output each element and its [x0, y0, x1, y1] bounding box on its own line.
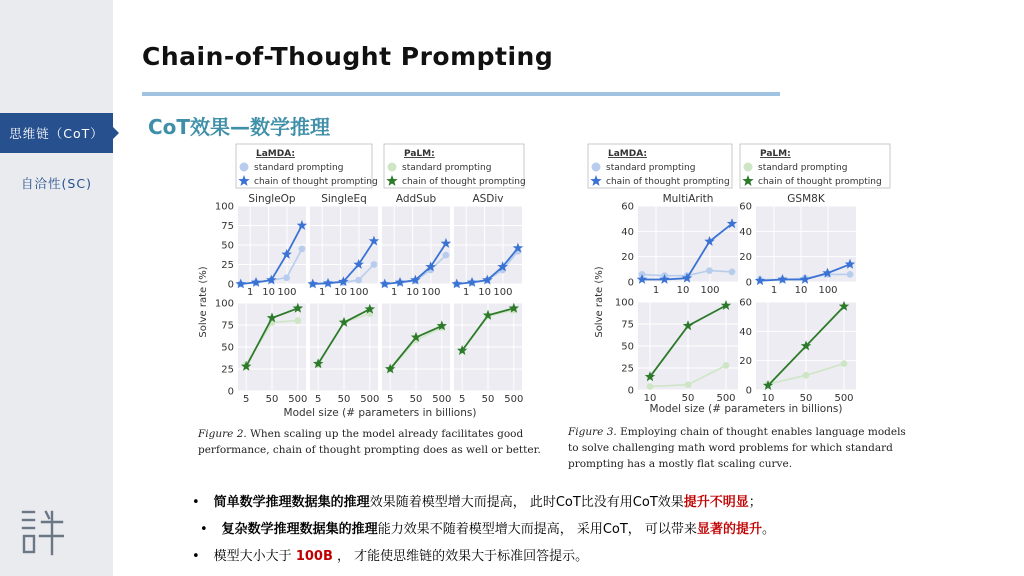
x-tick-label: 100 [818, 285, 838, 296]
data-point-standard [355, 277, 362, 284]
y-tick-label: 60 [739, 201, 752, 213]
y-axis-label: Solve rate (%) [198, 266, 209, 338]
x-tick-label: 500 [716, 393, 736, 404]
bullet-text: 效果随着模型增大而提高， 此时CoT比没有用CoT效果 [369, 495, 684, 510]
data-point-standard [283, 274, 290, 281]
y-tick-label: 50 [221, 342, 234, 354]
bullet-highlight: 提升不明显 [683, 495, 749, 510]
title-divider [142, 92, 780, 96]
bullet-item [192, 545, 588, 564]
y-tick-label: 40 [739, 226, 752, 238]
legend-standard-marker [592, 163, 601, 172]
y-tick-label: 0 [227, 386, 234, 398]
bullet-dot: • [200, 522, 208, 537]
x-tick-label: 100 [700, 285, 720, 296]
x-tick-label: 500 [360, 394, 380, 405]
y-tick-label: 50 [221, 240, 234, 252]
bullet-bold: 简单数学推理数据集的推理 [213, 495, 370, 510]
y-tick-label: 25 [621, 363, 634, 375]
section-subtitle: CoT效果—数学推理 [148, 115, 331, 139]
bullet-bold: 复杂数学推理数据集的推理 [221, 522, 378, 537]
x-axis-label: Model size (# parameters in billions) [283, 407, 477, 419]
data-point-standard [729, 268, 736, 275]
legend-standard-label: standard prompting [606, 163, 696, 173]
bullet-dot: • [192, 495, 200, 510]
panel-title: SingleOp [248, 193, 296, 205]
data-point-standard [443, 252, 450, 259]
x-tick-label: 10 [478, 287, 491, 298]
y-tick-label: 100 [614, 297, 634, 309]
sidebar [0, 0, 113, 576]
y-tick-label: 100 [214, 201, 234, 213]
figure-3-chart [566, 140, 916, 425]
bullet-highlight: 100B [295, 549, 333, 564]
figure-3-text: Employing chain of thought enables language models to solve challenging math word problems for which standard prompting has a mostly flat scaling curve. [568, 426, 906, 470]
x-tick-label: 500 [834, 393, 854, 404]
legend-cot-label: chain of thought prompting [758, 177, 882, 187]
data-point-standard [647, 383, 654, 390]
data-point-standard [723, 362, 730, 369]
figure-2-caption [198, 426, 546, 458]
legend-title: LaMDA: [608, 149, 647, 159]
x-tick-label: 50 [481, 394, 495, 405]
x-tick-label: 100 [493, 287, 513, 298]
y-tick-label: 0 [745, 277, 752, 289]
figure-2-chart [196, 140, 546, 425]
legend-cot-label: chain of thought prompting [402, 177, 526, 187]
y-axis-label: Solve rate (%) [594, 266, 605, 338]
y-tick-label: 20 [621, 252, 634, 264]
bullet-item [200, 518, 775, 537]
x-tick-label: 10 [334, 287, 347, 298]
sidebar-item-cot[interactable] [0, 113, 113, 153]
panel-title: AddSub [395, 193, 437, 205]
y-tick-label: 20 [739, 252, 752, 264]
y-tick-label: 75 [621, 319, 634, 331]
x-tick-label: 10 [794, 285, 808, 296]
x-tick-label: 5 [242, 394, 250, 405]
legend-cot-label: chain of thought prompting [254, 177, 378, 187]
legend-standard-label: standard prompting [758, 163, 848, 173]
x-tick-label: 500 [288, 394, 308, 405]
figure-2 [196, 140, 546, 460]
sidebar-item-label: 自洽性(SC) [21, 176, 92, 191]
y-tick-label: 20 [739, 356, 752, 368]
x-tick-label: 10 [676, 285, 690, 296]
figure-3-caption [568, 424, 916, 472]
panel-title: ASDiv [472, 193, 504, 205]
x-tick-label: 1 [652, 285, 660, 296]
y-tick-label: 75 [221, 221, 234, 232]
y-tick-label: 50 [621, 341, 634, 353]
x-tick-label: 10 [406, 287, 419, 298]
x-tick-label: 1 [391, 287, 398, 298]
x-tick-label: 1 [247, 287, 254, 298]
sidebar-item-sc[interactable] [0, 163, 113, 203]
x-tick-label: 5 [314, 394, 322, 405]
y-tick-label: 25 [221, 260, 234, 271]
x-tick-label: 100 [277, 287, 297, 298]
x-tick-label: 50 [799, 393, 813, 404]
x-tick-label: 100 [349, 287, 369, 298]
y-tick-label: 60 [739, 297, 752, 309]
panel-title: GSM8K [787, 193, 825, 205]
legend-standard-marker [388, 163, 397, 172]
data-point-standard [371, 261, 378, 268]
y-tick-label: 0 [227, 279, 234, 291]
y-tick-label: 40 [739, 326, 752, 338]
y-tick-label: 60 [621, 201, 634, 213]
y-tick-label: 75 [221, 320, 234, 332]
x-tick-label: 5 [386, 394, 394, 405]
x-tick-label: 1 [770, 285, 778, 296]
x-tick-label: 500 [432, 394, 452, 405]
x-tick-label: 1 [463, 287, 470, 298]
bullet-item [192, 491, 762, 510]
bullet-tail: ， 才能使思维链的效果大于标准回答提示。 [332, 549, 589, 564]
bullet-text: 能力效果不随着模型增大而提高， 采用CoT， 可以带来 [377, 522, 697, 537]
x-tick-label: 10 [761, 393, 775, 404]
x-tick-label: 50 [681, 393, 695, 404]
sidebar-item-label: 思维链（CoT） [9, 126, 104, 141]
data-point-standard [803, 372, 810, 379]
bullet-tail: ； [748, 495, 762, 510]
data-point-standard [294, 317, 301, 324]
legend-standard-label: standard prompting [402, 163, 492, 173]
x-tick-label: 50 [265, 394, 279, 405]
y-tick-label: 40 [621, 226, 634, 238]
y-tick-label: 0 [627, 385, 634, 397]
x-tick-label: 500 [504, 394, 524, 405]
bullet-tail: 。 [761, 522, 775, 537]
panel-title: MultiArith [662, 193, 714, 205]
logo-icon [20, 508, 64, 556]
panel-title: SingleEq [321, 193, 367, 205]
data-point-standard [299, 246, 306, 253]
legend-standard-label: standard prompting [254, 163, 344, 173]
bullet-text: 模型大小大于 [213, 549, 296, 564]
page-title: Chain-of-Thought Prompting [142, 42, 554, 71]
legend-title: PaLM: [760, 149, 791, 159]
legend-cot-label: chain of thought prompting [606, 177, 730, 187]
figure-2-label: Figure 2. [198, 428, 247, 440]
figure-3 [566, 140, 916, 480]
plot-panel [756, 206, 856, 282]
y-tick-label: 0 [627, 277, 634, 289]
x-tick-label: 50 [409, 394, 423, 405]
figure-3-label: Figure 3. [568, 426, 617, 438]
y-tick-label: 25 [221, 364, 234, 376]
legend-standard-marker [240, 163, 249, 172]
x-tick-label: 5 [458, 394, 466, 405]
data-point-standard [706, 267, 713, 274]
bullet-dot: • [192, 549, 200, 564]
x-tick-label: 50 [337, 394, 351, 405]
y-tick-label: 0 [745, 385, 752, 397]
legend-title: LaMDA: [256, 149, 295, 159]
x-tick-label: 10 [262, 287, 275, 298]
data-point-standard [841, 360, 848, 367]
data-point-standard [685, 381, 692, 388]
y-tick-label: 100 [214, 298, 234, 310]
x-tick-label: 1 [319, 287, 326, 298]
bullet-highlight: 显著的提升 [696, 522, 762, 537]
x-axis-label: Model size (# parameters in billions) [649, 403, 843, 415]
x-tick-label: 100 [421, 287, 441, 298]
legend-title: PaLM: [404, 149, 435, 159]
x-tick-label: 10 [643, 393, 657, 404]
legend-standard-marker [744, 163, 753, 172]
figure-2-text: When scaling up the model already facilitates good performance, chain of thought prompting does as well or better. [198, 428, 541, 456]
data-point-standard [847, 271, 854, 278]
